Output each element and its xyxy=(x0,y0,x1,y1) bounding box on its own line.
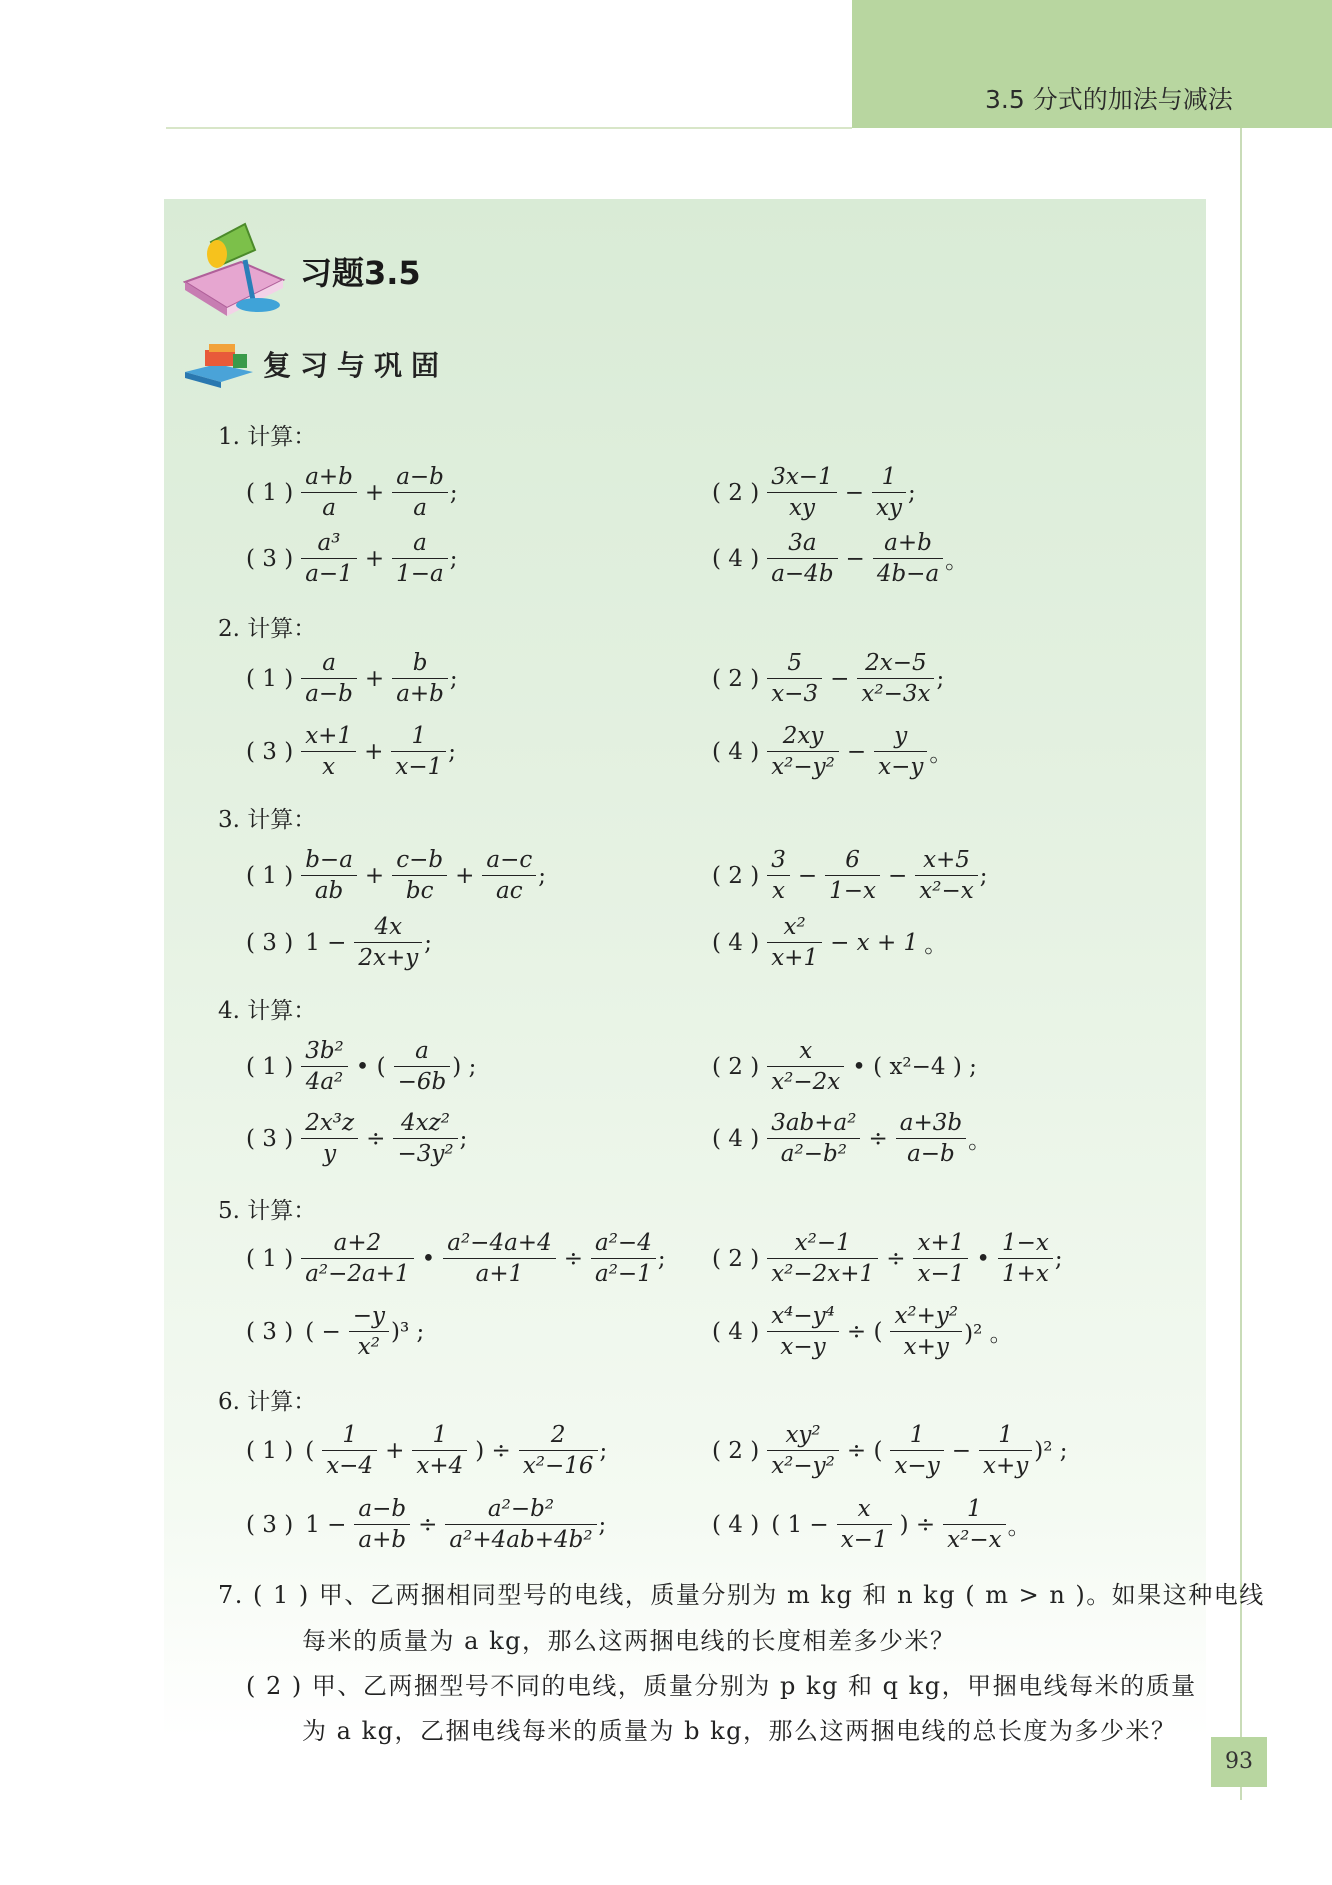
terminator: ; xyxy=(1054,1245,1063,1272)
fraction xyxy=(874,721,927,782)
q1-part4 xyxy=(712,528,968,589)
fraction xyxy=(443,1228,555,1289)
q4-part3 xyxy=(246,1108,467,1169)
terminator: ; xyxy=(449,665,458,692)
part-index: ( 4 ) xyxy=(712,1511,760,1538)
part-index: ( 1 ) xyxy=(246,1437,294,1464)
numerator: 6 xyxy=(845,847,860,873)
part-index: ( 3 ) xyxy=(246,545,294,572)
denominator: −6b xyxy=(397,1069,447,1095)
operator: • ( xyxy=(355,1053,386,1080)
part-index: ( 2 ) xyxy=(712,862,760,889)
q5-part1 xyxy=(246,1228,666,1289)
fraction xyxy=(998,1228,1053,1289)
margin-rule xyxy=(1240,128,1242,1800)
fraction xyxy=(392,845,447,906)
denominator: 4a² xyxy=(305,1069,344,1095)
fraction xyxy=(301,1228,413,1289)
operator: − xyxy=(888,862,908,889)
terminator: ; xyxy=(459,1125,468,1152)
prefix: ( − xyxy=(305,1318,341,1345)
numerator: a xyxy=(322,650,336,676)
denominator: x²−16 xyxy=(522,1453,594,1479)
operator: + xyxy=(364,479,385,506)
numerator: c−b xyxy=(396,847,444,873)
denominator: x−1 xyxy=(395,754,443,780)
terminator: 。 xyxy=(945,548,969,574)
numerator: x xyxy=(857,1496,871,1522)
numerator: −y xyxy=(352,1303,386,1329)
operator: + xyxy=(364,738,384,765)
numerator: 3ab+a² xyxy=(771,1110,857,1136)
q2-label: 2. 计算： xyxy=(218,616,317,642)
operator: ÷ xyxy=(563,1245,583,1272)
part-index: ( 4 ) xyxy=(712,738,760,765)
operator: ÷ xyxy=(418,1511,438,1538)
q7-line2: 每米的质量为 a kg，那么这两捆电线的长度相差多少米？ xyxy=(302,1627,956,1655)
q4-part4 xyxy=(712,1108,991,1169)
terminator: )² ; xyxy=(1034,1437,1068,1464)
numerator: x+1 xyxy=(305,723,353,749)
part-index: ( 2 ) xyxy=(712,1245,760,1272)
fraction xyxy=(391,721,446,782)
fraction xyxy=(301,1036,348,1097)
terminator: ; xyxy=(424,929,433,956)
q3-label: 3. 计算： xyxy=(218,807,317,833)
fraction xyxy=(890,1301,962,1362)
part-index: ( 1 ) xyxy=(246,1053,294,1080)
q4-label: 4. 计算： xyxy=(218,998,317,1024)
header-rule xyxy=(166,127,852,129)
fraction xyxy=(519,1420,598,1481)
operator: − xyxy=(951,1437,971,1464)
prefix: 1 − xyxy=(305,929,347,956)
numerator: 1 xyxy=(909,1422,925,1448)
operator: + xyxy=(364,545,385,572)
operator: − xyxy=(844,479,864,506)
q2-part3 xyxy=(246,721,456,782)
operator: − xyxy=(830,665,850,692)
terminator: ; xyxy=(449,545,458,572)
denominator: x xyxy=(772,878,786,904)
denominator: x+y xyxy=(982,1453,1029,1479)
fraction xyxy=(591,1228,656,1289)
fraction xyxy=(445,1494,596,1555)
numerator: 2 xyxy=(550,1422,566,1448)
denominator: a−b xyxy=(907,1141,955,1167)
terminator: ; xyxy=(598,1511,607,1538)
operator: + xyxy=(385,1437,405,1464)
page-number: 93 xyxy=(1211,1737,1267,1787)
q3-part1 xyxy=(246,845,546,906)
fraction xyxy=(767,912,822,973)
fraction xyxy=(767,845,790,906)
operator: ÷ ( xyxy=(846,1437,883,1464)
q6-part2 xyxy=(712,1420,1068,1481)
numerator: a+2 xyxy=(333,1230,382,1256)
denominator: 4b−a xyxy=(876,561,940,587)
denominator: x−1 xyxy=(840,1527,888,1553)
fraction xyxy=(979,1420,1032,1481)
fraction xyxy=(392,648,448,709)
part-index: ( 2 ) xyxy=(712,1053,760,1080)
part-index: ( 3 ) xyxy=(246,1318,294,1345)
numerator: a xyxy=(413,530,427,556)
operator: ÷ ( xyxy=(846,1318,883,1345)
numerator: b xyxy=(412,650,428,676)
q1-part1 xyxy=(246,462,458,523)
q2-part4 xyxy=(712,721,952,782)
numerator: 4xz² xyxy=(401,1110,450,1136)
denominator: 1−a xyxy=(396,561,444,587)
numerator: 4x xyxy=(374,914,403,940)
q7-line1: 7. ( 1 ) 甲、乙两捆相同型号的电线，质量分别为 m kg 和 n kg ( m > n )。如果这种电线 xyxy=(218,1581,1265,1609)
denominator: a+b xyxy=(358,1527,407,1553)
fraction xyxy=(896,1108,966,1169)
terminator: )³ ; xyxy=(391,1318,425,1345)
denominator: x² xyxy=(357,1334,380,1360)
fraction xyxy=(482,845,536,906)
numerator: x²−1 xyxy=(794,1230,851,1256)
numerator: a²−4a+4 xyxy=(447,1230,552,1256)
fraction xyxy=(354,1494,410,1555)
books-icon xyxy=(183,342,255,388)
part-index: ( 1 ) xyxy=(246,665,294,692)
part-index: ( 3 ) xyxy=(246,1511,294,1538)
prefix: ( 1 − xyxy=(771,1511,829,1538)
numerator: x² xyxy=(783,914,806,940)
q3-part4 xyxy=(712,912,947,973)
numerator: a+b xyxy=(305,464,353,490)
numerator: x⁴−y⁴ xyxy=(771,1303,835,1329)
terminator: 。 xyxy=(968,1128,992,1154)
part-index: ( 4 ) xyxy=(712,1318,760,1345)
part-index: ( 4 ) xyxy=(712,929,760,956)
numerator: 3b² xyxy=(305,1038,344,1064)
numerator: a³ xyxy=(317,530,341,556)
part-index: ( 2 ) xyxy=(712,1437,760,1464)
fraction xyxy=(301,528,357,589)
fraction xyxy=(913,1228,968,1289)
fraction xyxy=(301,462,357,523)
numerator: xy² xyxy=(785,1422,821,1448)
fraction xyxy=(301,721,356,782)
part-index: ( 2 ) xyxy=(712,665,760,692)
q2-part1 xyxy=(246,648,458,709)
denominator: 1−x xyxy=(829,878,877,904)
part-index: ( 2 ) xyxy=(712,479,760,506)
q4-part1 xyxy=(246,1036,476,1097)
numerator: 3x−1 xyxy=(771,464,833,490)
fraction xyxy=(767,1108,860,1169)
denominator: x²−2x xyxy=(771,1069,841,1095)
part-index: ( 1 ) xyxy=(246,862,294,889)
numerator: x+1 xyxy=(917,1230,965,1256)
denominator: x−y xyxy=(894,1453,940,1479)
fraction xyxy=(825,845,880,906)
fraction xyxy=(354,912,422,973)
numerator: 3 xyxy=(771,847,786,873)
terminator: ; xyxy=(907,479,916,506)
section-subtitle: 复习与巩固 xyxy=(263,349,449,382)
denominator: xy xyxy=(788,495,815,521)
denominator: x²−3x xyxy=(861,681,931,707)
denominator: a−1 xyxy=(305,561,353,587)
terminator: ; xyxy=(448,738,457,765)
denominator: −3y² xyxy=(397,1141,454,1167)
numerator: x xyxy=(799,1038,813,1064)
numerator: 3a xyxy=(788,530,817,556)
prefix: ( xyxy=(305,1437,315,1464)
denominator: a+1 xyxy=(475,1261,524,1287)
q6-label: 6. 计算： xyxy=(218,1389,317,1415)
denominator: x²−y² xyxy=(771,1453,835,1479)
denominator: 1+x xyxy=(1001,1261,1049,1287)
numerator: y xyxy=(894,723,908,749)
fraction xyxy=(349,1301,389,1362)
fraction xyxy=(393,1108,457,1169)
denominator: a²−2a+1 xyxy=(305,1261,410,1287)
numerator: 2x³z xyxy=(305,1110,355,1136)
terminator: ; xyxy=(657,1245,666,1272)
q5-label: 5. 计算： xyxy=(218,1198,317,1224)
q1-label: 1. 计算： xyxy=(218,424,317,450)
operator: ) ÷ xyxy=(899,1511,936,1538)
numerator: a+b xyxy=(884,530,932,556)
denominator: x²−2x+1 xyxy=(771,1261,875,1287)
denominator: x xyxy=(322,754,336,780)
denominator: x−y xyxy=(780,1334,826,1360)
fraction xyxy=(394,1036,451,1097)
denominator: a−4b xyxy=(771,561,834,587)
denominator: bc xyxy=(405,878,434,904)
denominator: x+1 xyxy=(771,945,819,971)
denominator: a²+4ab+4b² xyxy=(449,1527,593,1553)
terminator: 。 xyxy=(929,741,953,767)
operator: + xyxy=(364,862,385,889)
terminator: 。 xyxy=(924,932,948,958)
fraction xyxy=(322,1420,377,1481)
numerator: x²+y² xyxy=(894,1303,959,1329)
numerator: 1 xyxy=(881,464,897,490)
numerator: 1 xyxy=(967,1496,982,1522)
fraction xyxy=(915,845,977,906)
fraction xyxy=(837,1494,892,1555)
numerator: 1 xyxy=(998,1422,1013,1448)
numerator: a−b xyxy=(396,464,444,490)
terminator: )² 。 xyxy=(964,1321,1013,1347)
operator: + xyxy=(364,665,385,692)
fraction xyxy=(301,648,357,709)
numerator: 2xy xyxy=(782,723,824,749)
fraction xyxy=(872,462,906,523)
fraction xyxy=(767,462,837,523)
fraction xyxy=(943,1494,1005,1555)
page-title: 习题3.5 xyxy=(300,254,421,292)
denominator: x+y xyxy=(903,1334,949,1360)
denominator: a xyxy=(413,495,427,521)
denominator: ac xyxy=(496,878,523,904)
suffix: • ( x²−4 ) ; xyxy=(852,1053,977,1080)
denominator: x²−y² xyxy=(771,754,835,780)
q1-part3 xyxy=(246,528,457,589)
fraction xyxy=(873,528,943,589)
numerator: 1 xyxy=(411,723,427,749)
operator: − xyxy=(845,545,865,572)
denominator: a²−b² xyxy=(780,1141,847,1167)
terminator: ; xyxy=(979,862,988,889)
operator: − xyxy=(797,862,818,889)
denominator: x−y xyxy=(878,754,924,780)
operator: ) ÷ xyxy=(475,1437,511,1464)
fraction xyxy=(392,462,448,523)
q3-part2 xyxy=(712,845,987,906)
denominator: ab xyxy=(314,878,344,904)
fraction xyxy=(857,648,934,709)
part-index: ( 3 ) xyxy=(246,738,294,765)
operator: • xyxy=(421,1245,436,1272)
part-index: ( 1 ) xyxy=(246,1245,294,1272)
fraction xyxy=(767,1036,844,1097)
part-index: ( 3 ) xyxy=(246,929,294,956)
denominator: a−b xyxy=(305,681,353,707)
q6-part3 xyxy=(246,1494,606,1555)
terminator: 。 xyxy=(1007,1514,1031,1540)
desk-lamp-book-icon xyxy=(183,220,293,320)
terminator: ; xyxy=(538,862,546,889)
part-index: ( 1 ) xyxy=(246,479,294,506)
numerator: 1−x xyxy=(1001,1230,1049,1256)
q5-part4 xyxy=(712,1301,1013,1362)
fraction xyxy=(412,1420,467,1481)
numerator: 5 xyxy=(787,650,802,676)
q5-part2 xyxy=(712,1228,1063,1289)
section-title: 3.5 分式的加法与减法 xyxy=(985,85,1233,114)
terminator: ; xyxy=(449,479,458,506)
numerator: a−b xyxy=(358,1496,407,1522)
suffix: − x + 1 xyxy=(830,929,919,956)
fraction xyxy=(767,1301,839,1362)
fraction xyxy=(301,1108,358,1169)
fraction xyxy=(767,648,822,709)
part-index: ( 4 ) xyxy=(712,1125,760,1152)
numerator: a²−b² xyxy=(487,1496,555,1522)
q7-line4: 为 a kg，乙捆电线每米的质量为 b kg，那么这两捆电线的总长度为多少米？ xyxy=(302,1717,1177,1745)
denominator: xy xyxy=(876,495,902,521)
denominator: x+4 xyxy=(416,1453,464,1479)
numerator: b−a xyxy=(305,847,353,873)
operator: ÷ xyxy=(366,1125,386,1152)
fraction xyxy=(392,528,448,589)
operator: − xyxy=(846,738,867,765)
q1-part2 xyxy=(712,462,916,523)
q6-part1 xyxy=(246,1420,607,1481)
denominator: x−3 xyxy=(771,681,819,707)
denominator: x−1 xyxy=(917,1261,965,1287)
numerator: x+5 xyxy=(923,847,970,873)
q6-part4 xyxy=(712,1494,1031,1555)
numerator: 1 xyxy=(342,1422,357,1448)
fraction xyxy=(301,845,357,906)
denominator: a+b xyxy=(396,681,444,707)
q5-part3 xyxy=(246,1301,424,1362)
denominator: a xyxy=(322,495,336,521)
fraction xyxy=(767,528,837,589)
operator: ÷ xyxy=(868,1125,888,1152)
operator: + xyxy=(455,862,475,889)
terminator: ; xyxy=(599,1437,608,1464)
q2-part2 xyxy=(712,648,944,709)
denominator: y xyxy=(323,1141,337,1167)
q4-part2 xyxy=(712,1036,983,1097)
numerator: a+3b xyxy=(899,1110,963,1136)
terminator: ; xyxy=(936,665,945,692)
terminator: ) ; xyxy=(452,1053,477,1080)
q3-part3 xyxy=(246,912,432,973)
denominator: x²−x xyxy=(947,1527,1002,1553)
denominator: 2x+y xyxy=(358,945,419,971)
denominator: x−4 xyxy=(326,1453,374,1479)
numerator: 2x−5 xyxy=(865,650,927,676)
operator: • xyxy=(976,1245,990,1272)
numerator: 1 xyxy=(432,1422,448,1448)
q7-line3: ( 2 ) 甲、乙两捆型号不同的电线，质量分别为 p kg 和 q kg，甲捆电线每米的质量 xyxy=(246,1672,1197,1700)
part-index: ( 3 ) xyxy=(246,1125,294,1152)
numerator: a xyxy=(415,1038,429,1064)
fraction xyxy=(767,1420,839,1481)
denominator: a²−1 xyxy=(595,1261,652,1287)
numerator: a−c xyxy=(486,847,533,873)
operator: ÷ xyxy=(886,1245,906,1272)
fraction xyxy=(890,1420,943,1481)
numerator: a²−4 xyxy=(595,1230,652,1256)
prefix: 1 − xyxy=(305,1511,347,1538)
denominator: x²−x xyxy=(919,878,974,904)
fraction xyxy=(767,721,839,782)
part-index: ( 4 ) xyxy=(712,545,760,572)
fraction xyxy=(767,1228,878,1289)
